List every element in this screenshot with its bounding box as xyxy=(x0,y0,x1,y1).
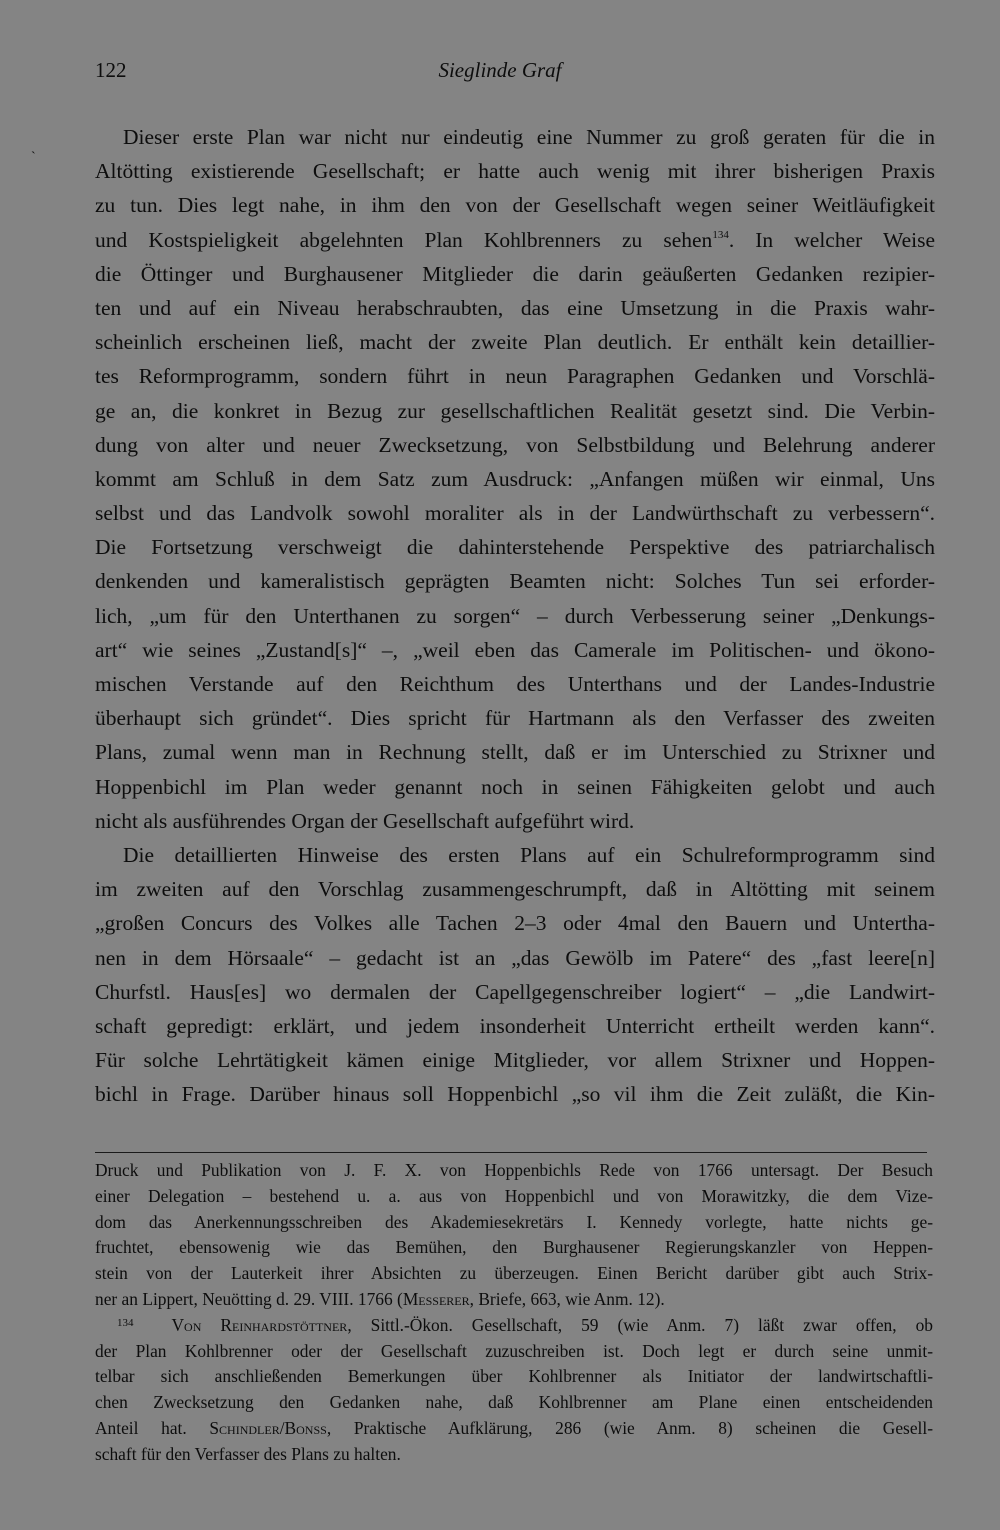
footnote-text: , Sittl.-Ökon. Gesellschaft, 59 (wie Anm. 7) läßt zwar offen, ob xyxy=(347,1314,933,1335)
footnote-line: einer Delegation – bestehend u. a. aus von Hoppenbichl und von Morawitzky, die dem Vize- xyxy=(95,1185,933,1206)
text-line: ge an, die konkret in Bezug zur gesellschaftlichen Realität gesetzt sind. Die Verbin- xyxy=(95,398,935,423)
text-line: die Öttinger und Burghausener Mitglieder die darin geäußerten Gedanken rezipier- xyxy=(95,261,935,286)
text-line: Churfstl. Haus[es] wo dermalen der Capellgegenschreiber logiert“ – „die Landwirt- xyxy=(95,979,935,1004)
footnote-line: dom das Anerkennungsschreiben des Akademiesekretärs I. Kennedy vorlegte, hatte nichts ge- xyxy=(95,1211,933,1232)
body-text xyxy=(95,120,935,1111)
stray-mark: ` xyxy=(31,150,36,165)
footnote-continued xyxy=(95,1158,933,1287)
text-line xyxy=(95,223,935,257)
footnote-line: fruchtet, ebensowenig wie das Bemühen, den Burghausener Regierungskanzler von Heppen- xyxy=(95,1237,933,1258)
footnote-line: Druck und Publikation von J. F. X. von Hoppenbichls Rede von 1766 untersagt. Der Besuch xyxy=(95,1160,933,1180)
text-run: . In welcher Weise xyxy=(728,227,935,252)
author-name: Von Reinhardstöttner xyxy=(171,1314,348,1335)
text-line: Dieser erste Plan war nicht nur eindeutig eine Nummer zu groß geraten für die in xyxy=(123,125,935,149)
text-line: Die Fortsetzung verschweigt die dahinterstehende Perspektive des patriarchalisch xyxy=(95,535,935,560)
footnote-134 xyxy=(95,1313,933,1468)
text-run: und Kostspieligkeit abgelehnten Plan Kohlbrenners zu sehen xyxy=(95,227,713,252)
text-line: scheinlich erscheinen ließ, macht der zweite Plan deutlich. Er enthält kein detaillier- xyxy=(95,330,935,355)
footnote-line xyxy=(95,1287,933,1313)
text-line: Die detaillierten Hinweise des ersten Plans auf ein Schulreformprogramm sind xyxy=(123,842,935,867)
footnote-line: chen Zwecksetzung den Gedanken nahe, daß Kohlbrenner am Plane einen entscheidenden xyxy=(95,1392,933,1413)
text-line: mischen Verstande auf den Reichthum des Unterthans und der Landes-Industrie xyxy=(95,672,935,696)
footnotes xyxy=(95,1158,933,1468)
text-line: art“ wie seines „Zustand[s]“ –, „weil eben das Camerale im Politischen- und ökono- xyxy=(95,637,935,662)
footnote-line: stein von der Lauterkeit ihrer Absichten zu überzeugen. Einen Bericht darüber gibt auch Strix- xyxy=(95,1263,933,1284)
footnote-line xyxy=(95,1416,933,1442)
running-head: Sieglinde Graf xyxy=(438,58,562,82)
author-name: Schindler/Bonss xyxy=(209,1417,327,1438)
text-line: dung von alter und neuer Zwecksetzung, von Selbstbildung und Belehrung anderer xyxy=(95,432,935,457)
footnote-line: schaft für den Verfasser des Plans zu halten. xyxy=(95,1443,401,1464)
footnote-line: telbar sich anschließenden Bemerkungen über Kohlbrenner als Initiator der landwirtschaftli- xyxy=(95,1366,933,1387)
footnote-reference[interactable]: 134 xyxy=(712,228,729,241)
footnote-text: ner an Lippert, Neuötting d. 29. VIII. 1766 ( xyxy=(95,1288,403,1309)
footnote-text: , Praktische Aufklärung, 286 (wie Anm. 8) scheinen die Gesell- xyxy=(326,1417,933,1438)
text-line: Plans, zumal wenn man in Rechnung stellt, daß er im Unterschied zu Strixner und xyxy=(95,740,935,765)
text-line: Altötting existierende Gesellschaft; er hatte auch wenig mit ihrer bisherigen Praxis xyxy=(95,159,935,184)
footnote-rule xyxy=(95,1152,927,1153)
text-line: im zweiten auf den Vorschlag zusammengeschrumpft, daß in Altötting mit seinem xyxy=(95,877,935,902)
text-line: kommt am Schluß in dem Satz zum Ausdruck: „Anfangen müßen wir einmal, Uns xyxy=(95,466,935,491)
text-line: denkenden und kameralistisch geprägten Beamten nicht: Solches Tun sei erforder- xyxy=(95,569,935,594)
text-line: schaft gepredigt: erklärt, und jedem insonderheit Unterricht ertheilt werden kann“. xyxy=(95,1013,935,1038)
author-name: Messerer xyxy=(402,1288,470,1309)
text-line: überhaupt sich gründet“. Dies spricht für Hartmann als den Verfasser des zweiten xyxy=(95,706,935,731)
text-line: zu tun. Dies legt nahe, in ihm den von der Gesellschaft wegen seiner Weitläufigkeit xyxy=(95,193,935,218)
text-line: selbst und das Landvolk sowohl moraliter als in der Landwürthschaft zu verbessern“. xyxy=(95,501,935,526)
footnote-marker: 134 xyxy=(117,1316,134,1329)
page-number: 122 xyxy=(95,58,127,82)
footnote-line xyxy=(95,1313,933,1339)
text-line: Für solche Lehrtätigkeit kämen einige Mitglieder, vor allem Strixner und Hoppen- xyxy=(95,1048,935,1073)
text-line: nen in dem Hörsaale“ – gedacht ist an „das Gewölb im Patere“ des „fast leere[n] xyxy=(95,945,935,970)
text-line: nicht als ausführendes Organ der Gesellschaft aufgeführt wird. xyxy=(95,808,635,833)
text-line: lich, „um für den Unterthanen zu sorgen“ – durch Verbesserung seiner „Denkungs- xyxy=(95,603,935,628)
footnote-line: der Plan Kohlbrenner oder der Gesellschaft zuzuschreiben ist. Doch legt er durch seine unmit- xyxy=(95,1340,933,1361)
text-line: Hoppenbichl im Plan weder genannt noch in seinen Fähigkeiten gelobt und auch xyxy=(95,774,935,799)
text-line: bichl in Frage. Darüber hinaus soll Hoppenbichl „so vil ihm die Zeit zuläßt, die Kin- xyxy=(95,1082,935,1107)
text-line: „großen Concurs des Volkes alle Tachen 2–3 oder 4mal den Bauern und Untertha- xyxy=(95,911,935,936)
text-line: tes Reformprogramm, sondern führt in neun Paragraphen Gedanken und Vorschlä- xyxy=(95,364,935,389)
footnote-text: , Briefe, 663, wie Anm. 12). xyxy=(469,1288,665,1309)
footnote-text: Anteil hat. xyxy=(95,1417,210,1438)
text-line: ten und auf ein Niveau herabschraubten, das eine Umsetzung in die Praxis wahr- xyxy=(95,295,935,320)
